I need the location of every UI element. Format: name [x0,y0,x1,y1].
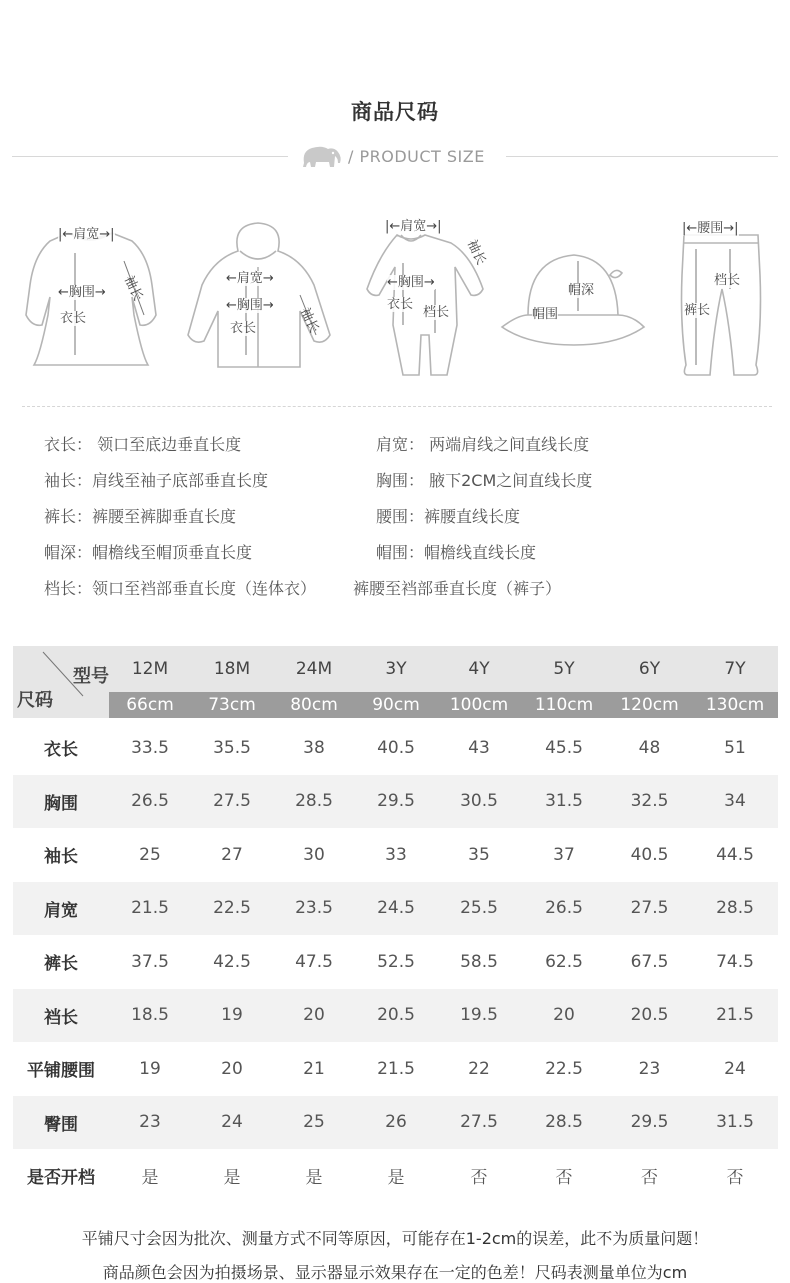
size-header: 6Y [638,659,661,679]
jacket-shoulder-label: ←肩宽→ [226,271,274,286]
size-header: 5Y [553,659,575,679]
table-cell: 是 [141,1168,159,1189]
row-label: 胸围 [44,793,78,814]
table-cell: 31.5 [545,791,583,812]
table-cell: 20 [553,1005,575,1026]
definition-right: 腰围：裤腰直线长度 [376,507,521,526]
table-cell: 28.5 [716,898,754,919]
pants-crotch-label: 档长 [714,273,741,288]
table-cell: 26 [385,1112,407,1133]
table-cell: 否 [470,1168,488,1189]
dress-shoulder-label: |←肩宽→| [58,227,115,242]
table-cell: 23 [139,1112,161,1133]
row-label: 平铺腰围 [27,1061,95,1082]
romper-crotch-label: 档长 [423,305,450,320]
dress-chest-label: ←胸围→ [58,285,106,300]
jacket-sleeve-label: 袖长 [296,305,322,336]
corner-label-model: 型号 [73,666,109,687]
table-cell: 20 [303,1005,325,1026]
hat-figure [498,215,646,365]
table-header [13,646,778,718]
definition-left: 衣长： 领口至底边垂直长度 [44,435,242,454]
table-cell: 37 [553,844,575,865]
table-cell: 22 [468,1058,490,1079]
definition-left: 档长：领口至裆部垂直长度（连体衣） [44,579,317,598]
height-header: 80cm [290,695,338,715]
table-cell: 34 [724,791,746,812]
table-cell: 28.5 [545,1112,583,1133]
table-cell: 24 [221,1112,243,1133]
table-cell: 22.5 [545,1058,583,1079]
table-cell: 23.5 [295,898,333,919]
table-corner [13,646,109,718]
table-cell: 33.5 [131,737,169,758]
definition-row [44,504,764,540]
size-header-row [109,646,778,692]
table-cell: 21.5 [377,1058,415,1079]
table-row [13,1149,778,1203]
table-cell: 58.5 [460,951,498,972]
definition-row [44,540,764,576]
table-cell: 20 [221,1058,243,1079]
table-cell: 23 [638,1058,661,1079]
table-cell: 30.5 [460,791,498,812]
table-cell: 21.5 [131,898,169,919]
romper-shoulder-label: |←肩宽→| [385,219,442,234]
table-row [13,721,778,775]
table-cell: 19 [139,1058,161,1079]
elephant-icon [298,143,344,171]
divider-right [506,156,778,157]
size-header: 18M [213,659,251,679]
size-header: 4Y [468,659,490,679]
definition-right: 裤腰至裆部垂直长度（裤子） [353,579,562,598]
table-cell: 是 [387,1168,405,1189]
table-cell: 43 [468,737,490,758]
row-label: 袖长 [44,847,78,868]
table-cell: 62.5 [545,951,583,972]
table-cell: 27.5 [213,791,251,812]
height-header-row [109,692,778,718]
table-cell: 33 [385,844,407,865]
table-cell: 40.5 [377,737,415,758]
height-header: 73cm [208,695,256,715]
table-cell: 18.5 [131,1005,169,1026]
table-cell: 27.5 [460,1112,498,1133]
definition-right: 胸围： 腋下2CM之间直线长度 [376,471,593,490]
height-header: 66cm [126,695,174,715]
table-cell: 29.5 [630,1112,669,1133]
table-cell: 44.5 [716,844,754,865]
romper-figure [355,215,505,383]
size-header: 7Y [724,659,746,679]
table-cell: 52.5 [377,951,415,972]
table-cell: 32.5 [630,791,669,812]
table-cell: 21.5 [716,1005,754,1026]
romper-chest-label: ←胸围→ [387,275,435,290]
table-cell: 47.5 [295,951,333,972]
table-cell: 25.5 [460,898,498,919]
table-cell: 27 [221,844,243,865]
table-cell: 19 [221,1005,243,1026]
table-row [13,882,778,936]
table-cell: 是 [305,1168,323,1189]
subtitle-row [12,142,778,172]
pants-figure [676,215,766,380]
table-cell: 24.5 [377,898,415,919]
definition-right: 帽围：帽檐线直线长度 [376,543,537,562]
dress-sleeve-label: 袖长 [120,273,146,304]
romper-outline [355,215,505,383]
table-cell: 26.5 [131,791,169,812]
table-cell: 20.5 [630,1005,669,1026]
table-cell: 38 [303,737,325,758]
footer-notes [0,1222,790,1283]
table-cell: 37.5 [131,951,169,972]
row-label: 衣长 [44,740,78,761]
table-cell: 45.5 [545,737,583,758]
table-cell: 48 [638,737,661,758]
definition-row [44,576,764,612]
table-cell: 25 [303,1112,325,1133]
row-label: 臀围 [44,1114,78,1135]
height-header: 130cm [705,695,765,715]
footer-note-2: 商品颜色会因为拍摄场景、显示器显示效果存在一定的色差！尺码表测量单位为cm [102,1263,688,1282]
table-cell: 否 [555,1168,573,1189]
definition-left: 裤长：裤腰至裤脚垂直长度 [44,507,237,526]
table-cell: 21 [303,1058,325,1079]
table-cell: 40.5 [630,844,669,865]
table-cell: 51 [724,737,746,758]
jacket-figure [182,215,334,375]
size-header: 3Y [385,659,407,679]
table-cell: 30 [303,844,325,865]
table-cell: 否 [726,1168,744,1189]
table-cell: 20.5 [377,1005,415,1026]
size-table [13,646,778,1203]
table-cell: 29.5 [377,791,415,812]
definition-right: 肩宽： 两端肩线之间直线长度 [376,435,590,454]
measurement-definitions [44,432,764,612]
height-header: 120cm [620,695,679,715]
definition-left: 帽深：帽檐线至帽顶垂直长度 [44,543,253,562]
dashed-divider [22,406,772,407]
pants-waist-label: |←腰围→| [682,221,739,236]
subtitle-text: / PRODUCT SIZE [348,147,485,166]
hat-circ-label: 帽围 [532,307,559,322]
romper-sleeve-label: 袖长 [463,237,489,268]
table-cell: 28.5 [295,791,333,812]
table-cell: 否 [641,1168,658,1189]
table-row [13,1096,778,1150]
table-cell: 24 [724,1058,746,1079]
definition-left: 袖长：肩线至袖子底部垂直长度 [44,471,269,490]
jacket-outline [182,215,334,375]
table-row [13,989,778,1043]
height-header: 100cm [449,695,509,715]
divider-left [12,156,288,157]
table-cell: 35.5 [213,737,251,758]
table-row [13,828,778,882]
table-cell: 31.5 [716,1112,754,1133]
row-label: 裆长 [44,1007,78,1028]
garment-figures [0,215,790,390]
dress-length-label: 衣长 [60,311,87,326]
dress-figure [20,215,162,375]
jacket-chest-label: ←胸围→ [226,298,274,313]
height-header: 90cm [372,695,420,715]
size-header: 24M [295,659,333,679]
height-header: 110cm [534,695,594,715]
row-label: 是否开档 [27,1168,95,1189]
hat-depth-label: 帽深 [568,283,595,298]
definition-row [44,432,764,468]
romper-length-label: 衣长 [387,297,414,312]
definition-row [44,468,764,504]
page-title: 商品尺码 [351,100,439,124]
table-row [13,1042,778,1096]
row-label: 裤长 [44,954,78,975]
footer-note-1: 平铺尺寸会因为批次、测量方式不同等原因，可能存在1-2cm的误差，此不为质量问题！ [81,1229,709,1248]
table-cell: 22.5 [213,898,251,919]
table-cell: 25 [139,844,161,865]
corner-label-size: 尺码 [17,690,53,711]
pants-outline [676,215,766,380]
row-label: 肩宽 [44,900,78,921]
size-header: 12M [131,659,169,679]
table-cell: 67.5 [630,951,669,972]
table-cell: 26.5 [545,898,583,919]
table-row [13,775,778,829]
table-cell: 19.5 [460,1005,498,1026]
table-cell: 是 [223,1168,241,1189]
table-cell: 74.5 [716,951,754,972]
table-cell: 42.5 [213,951,251,972]
pants-length-label: 裤长 [684,303,711,318]
table-row [13,935,778,989]
table-cell: 35 [468,844,490,865]
table-cell: 27.5 [630,898,669,919]
table-body [13,721,778,1203]
jacket-length-label: 衣长 [230,321,257,336]
